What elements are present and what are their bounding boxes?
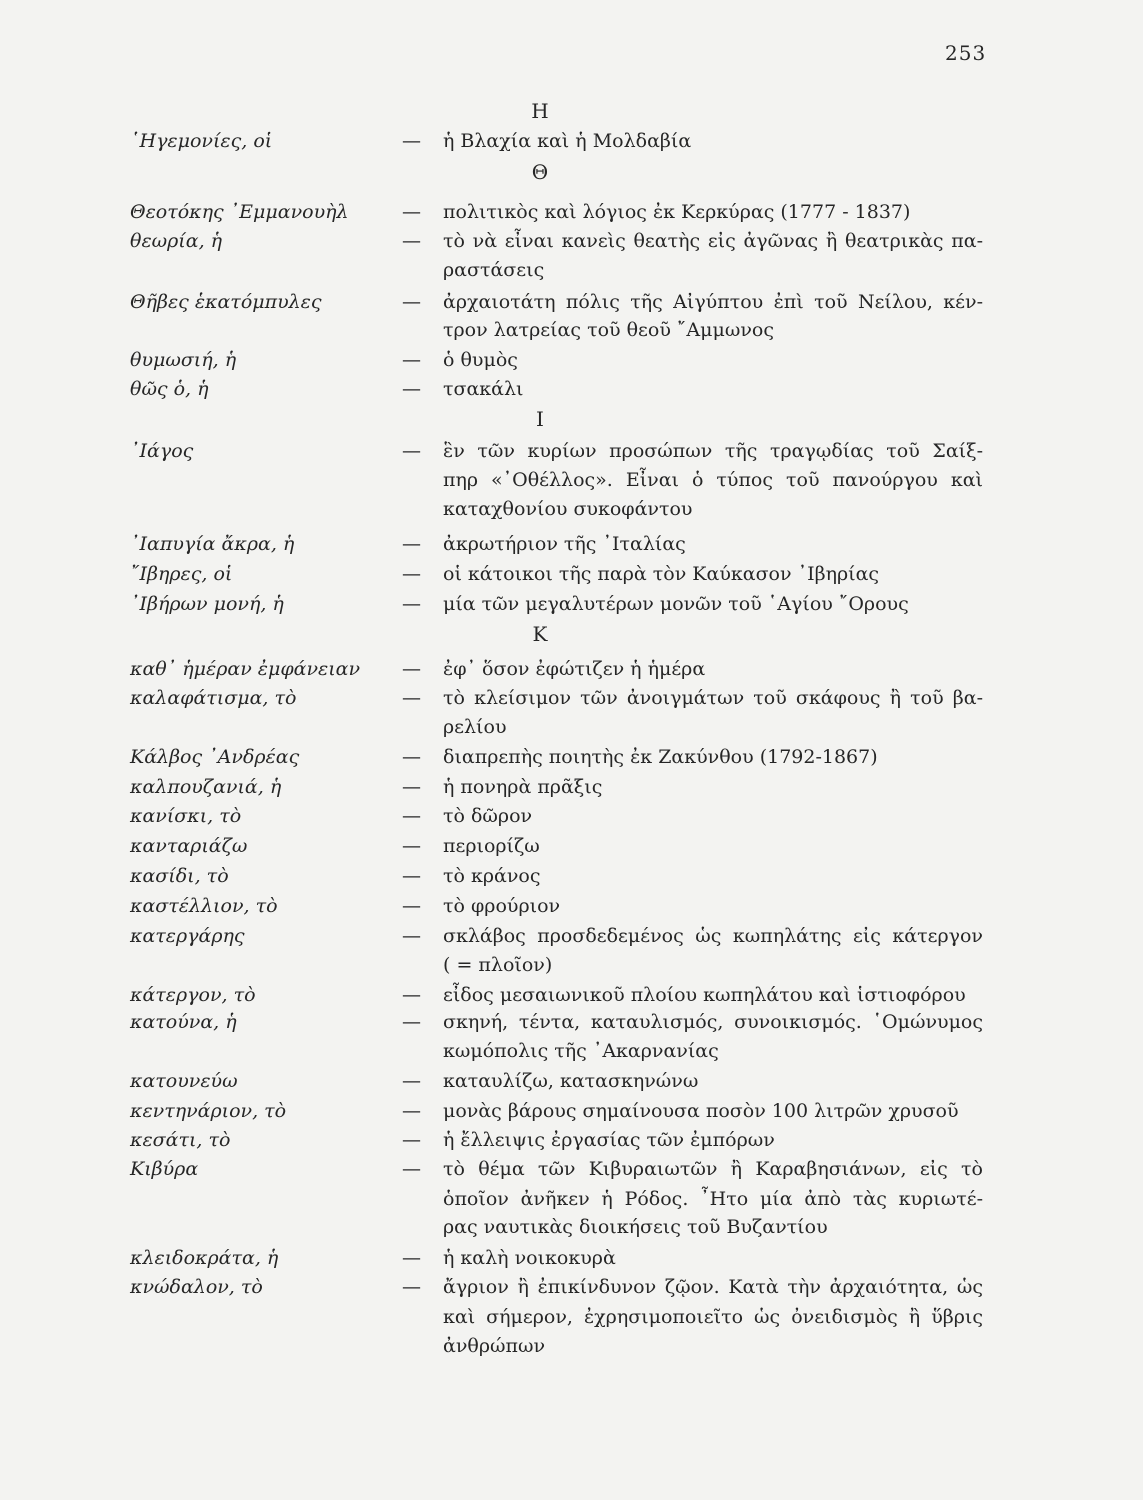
section-letter: Ι <box>536 407 544 431</box>
definition-line: ραστάσεις <box>443 259 545 281</box>
entry-dash: — <box>402 1100 421 1122</box>
entry-dash: — <box>402 687 421 709</box>
entry-dash: — <box>402 201 421 223</box>
entry-dash: — <box>402 291 421 313</box>
glossary-term: κατουνεύω <box>130 1070 238 1092</box>
entry-dash: — <box>402 1158 421 1180</box>
definition-line: τρον λατρείας τοῦ θεοῦ ῎Αμμωνος <box>443 319 774 341</box>
glossary-term: καλαφάτισμα, τὸ <box>130 687 297 709</box>
definition-line: ἀρχαιοτάτη πόλις τῆς Αἰγύπτου ἐπὶ τοῦ Νείλου, κέν- <box>443 291 983 313</box>
definition-line: ὁ θυμὸς <box>443 349 518 371</box>
section-letter: Η <box>531 99 549 123</box>
definition-line: ἀκρωτήριον τῆς ᾿Ιταλίας <box>443 533 686 555</box>
glossary-term: κατεργάρης <box>130 925 245 947</box>
entry-dash: — <box>402 984 421 1006</box>
section-letter: Κ <box>532 622 548 646</box>
definition-line: ἡ πονηρὰ πρᾶξις <box>443 776 603 798</box>
definition-line: ( = πλοῖον) <box>443 954 553 976</box>
definition-line: σκηνή, τέντα, καταυλισμός, συνοικισμός. ῾Ομώνυμος <box>443 1011 983 1033</box>
entry-dash: — <box>402 533 421 555</box>
glossary-term: κατούνα, ἡ <box>130 1011 237 1033</box>
glossary-term: κανίσκι, τὸ <box>130 805 242 827</box>
definition-line: μονὰς βάρους σημαίνουσα ποσὸν 100 λιτρῶν χρυσοῦ <box>443 1100 959 1122</box>
entry-dash: — <box>402 1247 421 1269</box>
definition-line: ἐφ᾿ ὅσον ἐφώτιζεν ἡ ἡμέρα <box>443 658 706 680</box>
glossary-term: ῾Ηγεμονίες, οἱ <box>130 130 273 152</box>
entry-dash: — <box>402 440 421 462</box>
glossary-term: θυμωσιή, ἡ <box>130 349 237 371</box>
definition-line: μία τῶν μεγαλυτέρων μονῶν τοῦ ῾Αγίου ῎Ορους <box>443 593 909 615</box>
entry-dash: — <box>402 563 421 585</box>
glossary-term: κεσάτι, τὸ <box>130 1129 231 1151</box>
glossary-term: θεωρία, ἡ <box>130 230 223 252</box>
glossary-term: Θεοτόκης ᾿Εμμανουὴλ <box>130 201 349 223</box>
glossary-term: κνώδαλον, τὸ <box>130 1276 263 1298</box>
section-letter: Θ <box>531 160 549 184</box>
definition-line: καὶ σήμερον, ἐχρησιμοποιεῖτο ὡς ὀνειδισμὸς ἢ ὕβρις <box>443 1306 983 1328</box>
page-number: 253 <box>945 41 987 65</box>
definition-line: ἡ καλὴ νοικοκυρὰ <box>443 1247 616 1269</box>
glossary-term: καθ᾿ ἡμέραν ἐμφάνειαν <box>130 658 361 680</box>
glossary-term: ᾿Ιάγος <box>130 440 194 462</box>
entry-dash: — <box>402 1276 421 1298</box>
definition-line: ρας ναυτικὰς διοικήσεις τοῦ Βυζαντίου <box>443 1216 828 1238</box>
definition-line: εἶδος μεσαιωνικοῦ πλοίου κωπηλάτου καὶ ἱστιοφόρου <box>443 984 966 1006</box>
entry-dash: — <box>402 378 421 400</box>
definition-line: καταχθονίου συκοφάντου <box>443 498 693 520</box>
glossary-term: Θῆβες ἑκατόμπυλες <box>130 291 322 313</box>
definition-line: τὸ θέμα τῶν Κιβυραιωτῶν ἢ Καραβησιάνων, εἰς τὸ <box>443 1158 983 1180</box>
definition-line: πολιτικὸς καὶ λόγιος ἐκ Κερκύρας (1777 - 1837) <box>443 201 911 223</box>
definition-line: διαπρεπὴς ποιητὴς ἐκ Ζακύνθου (1792-1867) <box>443 746 878 768</box>
glossary-term: κανταριάζω <box>130 835 248 857</box>
glossary-term: θῶς ὁ, ἡ <box>130 378 209 400</box>
definition-line: ἡ Βλαχία καὶ ἡ Μολδαβία <box>443 130 692 152</box>
entry-dash: — <box>402 1011 421 1033</box>
glossary-term: κασίδι, τὸ <box>130 865 229 887</box>
definition-line: ἀνθρώπων <box>443 1335 546 1357</box>
glossary-term: κάτεργον, τὸ <box>130 984 256 1006</box>
entry-dash: — <box>402 805 421 827</box>
entry-dash: — <box>402 895 421 917</box>
glossary-term: ᾿Ιαπυγία ἄκρα, ἡ <box>130 533 295 555</box>
definition-line: ἄγριον ἢ ἐπικίνδυνον ζῷον. Κατὰ τὴν ἀρχαιότητα, ὡς <box>443 1276 983 1298</box>
definition-line: τὸ κλείσιμον τῶν ἀνοιγμάτων τοῦ σκάφους ἢ τοῦ βα- <box>443 687 983 709</box>
definition-line: ἡ ἔλλειψις ἐργασίας τῶν ἐμπόρων <box>443 1129 775 1151</box>
entry-dash: — <box>402 746 421 768</box>
glossary-term: Κάλβος ᾿Ανδρέας <box>130 746 300 768</box>
entry-dash: — <box>402 925 421 947</box>
definition-line: κωμόπολις τῆς ᾿Ακαρνανίας <box>443 1040 719 1062</box>
definition-line: τσακάλι <box>443 378 524 400</box>
entry-dash: — <box>402 1129 421 1151</box>
glossary-term: κλειδοκράτα, ἡ <box>130 1247 279 1269</box>
glossary-term: Κιβύρα <box>130 1158 199 1180</box>
definition-line: σκλάβος προσδεδεμένος ὡς κωπηλάτης εἰς κάτεργον <box>443 925 983 947</box>
definition-line: ἓν τῶν κυρίων προσώπων τῆς τραγῳδίας τοῦ Σαίξ- <box>443 440 983 462</box>
definition-line: περιορίζω <box>443 835 540 857</box>
definition-line: τὸ κράνος <box>443 865 541 887</box>
entry-dash: — <box>402 593 421 615</box>
glossary-term: ῎Ιβηρες, οἱ <box>130 563 233 585</box>
glossary-term: κεντηνάριον, τὸ <box>130 1100 287 1122</box>
glossary-term: ᾿Ιβήρων μονή, ἡ <box>130 593 284 615</box>
definition-line: πηρ «᾿Οθέλλος». Εἶναι ὁ τύπος τοῦ πανούργου καὶ <box>443 469 983 491</box>
definition-line: ρελίου <box>443 716 507 738</box>
entry-dash: — <box>402 349 421 371</box>
glossary-term: καστέλλιον, τὸ <box>130 895 278 917</box>
entry-dash: — <box>402 865 421 887</box>
definition-line: τὸ νὰ εἶναι κανεὶς θεατὴς εἰς ἀγῶνας ἢ θεατρικὰς πα- <box>443 230 983 252</box>
entry-dash: — <box>402 230 421 252</box>
entry-dash: — <box>402 835 421 857</box>
entry-dash: — <box>402 130 421 152</box>
entry-dash: — <box>402 658 421 680</box>
definition-line: καταυλίζω, κατασκηνώνω <box>443 1070 699 1092</box>
definition-line: τὸ δῶρον <box>443 805 533 827</box>
definition-line: οἱ κάτοικοι τῆς παρὰ τὸν Καύκασον ᾿Ιβηρίας <box>443 563 880 585</box>
definition-line: τὸ φρούριον <box>443 895 561 917</box>
definition-line: ὁποῖον ἀνῆκεν ἡ Ρόδος. ῏Ητο μία ἀπὸ τὰς κυριωτέ- <box>443 1188 983 1210</box>
entry-dash: — <box>402 776 421 798</box>
glossary-term: καλπουζανιά, ἡ <box>130 776 282 798</box>
entry-dash: — <box>402 1070 421 1092</box>
